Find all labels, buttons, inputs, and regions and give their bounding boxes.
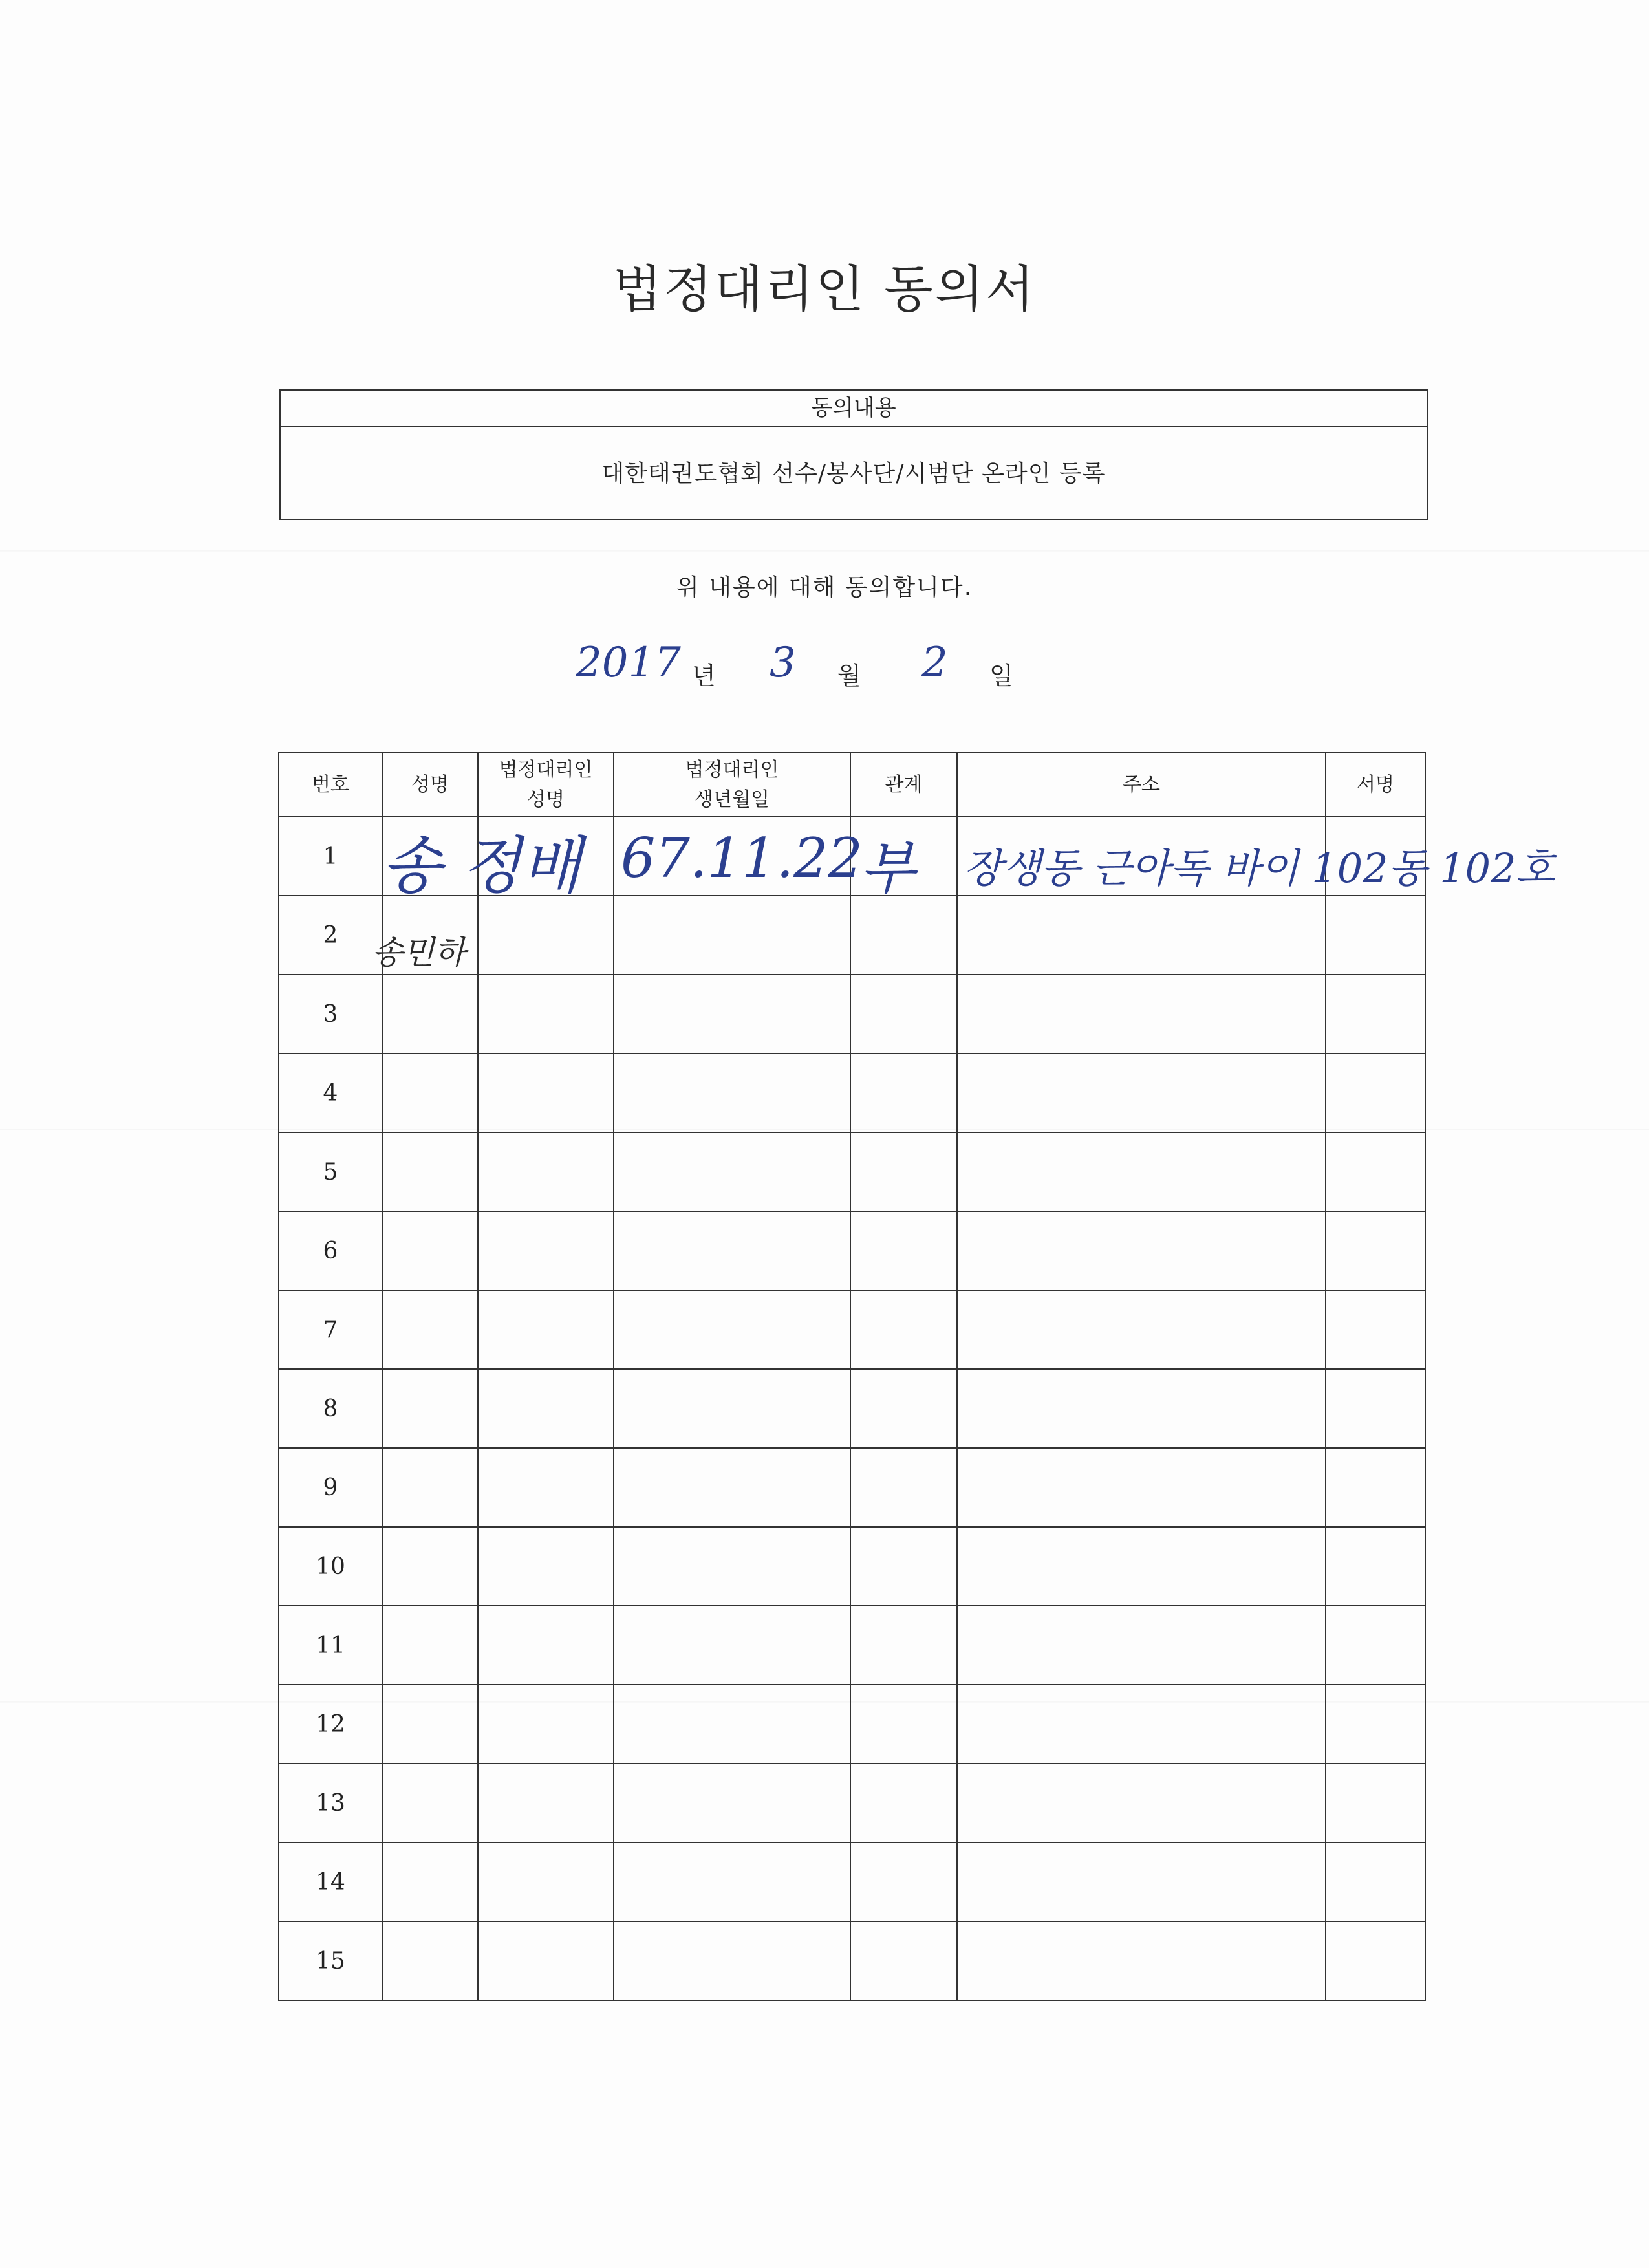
signature-cell (1326, 975, 1425, 1053)
table-row (279, 1921, 1425, 2000)
signature-cell (1326, 1211, 1425, 1290)
agree-statement: 위 내용에 대해 동의합니다. (676, 574, 973, 601)
table-row (279, 1211, 1425, 1290)
row-number: 13 (279, 1764, 382, 1842)
signature-cell (1326, 1448, 1425, 1527)
signature-cell (1326, 1527, 1425, 1606)
table-row (279, 1290, 1425, 1369)
name-cell (382, 1842, 478, 1921)
address-cell (957, 1764, 1326, 1842)
table-row (279, 1764, 1425, 1842)
name-cell (382, 1369, 478, 1448)
name-cell (382, 1527, 478, 1606)
row-number: 5 (279, 1132, 382, 1211)
header-guardian-birth-line2: 생년월일 (695, 788, 770, 811)
row-number: 6 (279, 1211, 382, 1290)
date-year: 2017 (576, 639, 681, 687)
guardian-birth-cell (614, 1685, 850, 1764)
table-row (279, 1606, 1425, 1685)
relation-cell (850, 975, 957, 1053)
guardian-name-cell (478, 1685, 614, 1764)
header-relation: 관계 (850, 753, 957, 817)
guardian-name-cell (478, 1606, 614, 1685)
row1-guardian-name-handwriting: 송 정배 (382, 830, 581, 902)
row-number: 11 (279, 1606, 382, 1685)
address-cell (957, 1290, 1326, 1369)
guardian-birth-cell (614, 1290, 850, 1369)
row-number: 10 (279, 1527, 382, 1606)
row-number: 9 (279, 1448, 382, 1527)
guardian-birth-cell (614, 1606, 850, 1685)
relation-cell (850, 1527, 957, 1606)
relation-cell (850, 1685, 957, 1764)
header-guardian-name-line1: 법정대리인 (499, 758, 593, 781)
relation-cell (850, 1053, 957, 1132)
guardian-name-cell (478, 1053, 614, 1132)
row-number: 12 (279, 1685, 382, 1764)
paper-fold (0, 550, 1649, 552)
relation-cell (850, 1448, 957, 1527)
consent-header: 동의내용 (281, 391, 1427, 427)
signature-cell (1326, 1685, 1425, 1764)
name-cell (382, 1290, 478, 1369)
relation-cell (850, 1369, 957, 1448)
name-cell (382, 1211, 478, 1290)
address-cell (957, 1685, 1326, 1764)
relation-cell (850, 1764, 957, 1842)
table-row (279, 1527, 1425, 1606)
signature-cell (1326, 1290, 1425, 1369)
address-cell (957, 896, 1326, 975)
relation-cell (850, 1290, 957, 1369)
date-month: 3 (770, 639, 796, 687)
row-number: 1 (279, 817, 382, 896)
address-cell (957, 1921, 1326, 2000)
address-cell (957, 975, 1326, 1053)
guardian-birth-cell (614, 1764, 850, 1842)
row-number: 3 (279, 975, 382, 1053)
name-cell (382, 1685, 478, 1764)
guardian-name-cell (478, 1290, 614, 1369)
signature-cell (1326, 1053, 1425, 1132)
guardian-name-cell (478, 1921, 614, 2000)
guardian-name-cell (478, 1448, 614, 1527)
guardian-birth-cell (614, 1842, 850, 1921)
address-cell (957, 1448, 1326, 1527)
guardian-birth-cell (614, 1921, 850, 2000)
relation-cell (850, 1132, 957, 1211)
header-guardian-name (478, 753, 614, 817)
table-row (279, 975, 1425, 1053)
date-year-unit: 년 (692, 662, 716, 690)
guardian-birth-cell (614, 1053, 850, 1132)
header-guardian-name-line2: 성명 (527, 788, 565, 811)
address-cell (957, 1211, 1326, 1290)
guardian-birth-cell (614, 1132, 850, 1211)
table-row (279, 1685, 1425, 1764)
date-day-unit: 일 (989, 662, 1013, 690)
relation-cell (850, 1842, 957, 1921)
name-cell (382, 1764, 478, 1842)
row1-birth-handwriting: 67.11.22 (621, 826, 863, 890)
name-cell (382, 1053, 478, 1132)
guardian-birth-cell (614, 1211, 850, 1290)
signature-cell (1326, 1842, 1425, 1921)
header-no: 번호 (279, 753, 382, 817)
address-cell (957, 1369, 1326, 1448)
row-number: 8 (279, 1369, 382, 1448)
header-name: 성명 (382, 753, 478, 817)
guardian-name-cell (478, 1764, 614, 1842)
table-body (279, 817, 1425, 2000)
signature-cell (1326, 1921, 1425, 2000)
address-cell (957, 1132, 1326, 1211)
signature-cell (1326, 1369, 1425, 1448)
signature-cell (1326, 1764, 1425, 1842)
guardian-name-cell (478, 1527, 614, 1606)
name-cell (382, 1448, 478, 1527)
signature-cell (1326, 1606, 1425, 1685)
guardian-name-cell (478, 896, 614, 975)
table-row (279, 1842, 1425, 1921)
guardian-name-cell (478, 975, 614, 1053)
row-number: 14 (279, 1842, 382, 1921)
guardian-birth-cell (614, 1369, 850, 1448)
name-cell (382, 975, 478, 1053)
name-cell (382, 1606, 478, 1685)
signature-cell (1326, 896, 1425, 975)
table-row (279, 1448, 1425, 1527)
row-number: 7 (279, 1290, 382, 1369)
row2-name-handwriting: 송민하 (372, 934, 466, 971)
row-number: 2 (279, 896, 382, 975)
header-guardian-birth (614, 753, 850, 817)
registration-table-wrap (278, 752, 1555, 2001)
consent-box (279, 389, 1428, 520)
relation-cell (850, 896, 957, 975)
address-cell (957, 1842, 1326, 1921)
table-row (279, 1132, 1425, 1211)
relation-cell (850, 1606, 957, 1685)
signature-cell (1326, 1132, 1425, 1211)
header-address: 주소 (957, 753, 1326, 817)
date-day: 2 (921, 639, 948, 687)
guardian-name-cell (478, 1132, 614, 1211)
row-number: 15 (279, 1921, 382, 2000)
document-title: 법정대리인 동의서 (612, 261, 1037, 319)
name-cell (382, 1132, 478, 1211)
name-cell (382, 1921, 478, 2000)
row1-relation-handwriting: 부 (860, 835, 916, 902)
guardian-birth-cell (614, 1527, 850, 1606)
guardian-name-cell (478, 1842, 614, 1921)
guardian-name-cell (478, 1369, 614, 1448)
guardian-birth-cell (614, 1448, 850, 1527)
header-signature: 서명 (1326, 753, 1425, 817)
row-number: 4 (279, 1053, 382, 1132)
date-month-unit: 월 (837, 662, 861, 690)
consent-body: 대한태권도협회 선수/봉사단/시범단 온라인 등록 (601, 460, 1106, 487)
guardian-name-cell (478, 1211, 614, 1290)
address-cell (957, 1527, 1326, 1606)
table-row (279, 1053, 1425, 1132)
table-row (279, 1369, 1425, 1448)
header-guardian-birth-line1: 법정대리인 (685, 758, 779, 781)
relation-cell (850, 1921, 957, 2000)
row1-address-handwriting: 장생동 근아독 바이 102동 102호 (964, 845, 1555, 892)
guardian-birth-cell (614, 896, 850, 975)
table-header-row (279, 753, 1425, 817)
address-cell (957, 1053, 1326, 1132)
relation-cell (850, 1211, 957, 1290)
guardian-birth-cell (614, 975, 850, 1053)
address-cell (957, 1606, 1326, 1685)
